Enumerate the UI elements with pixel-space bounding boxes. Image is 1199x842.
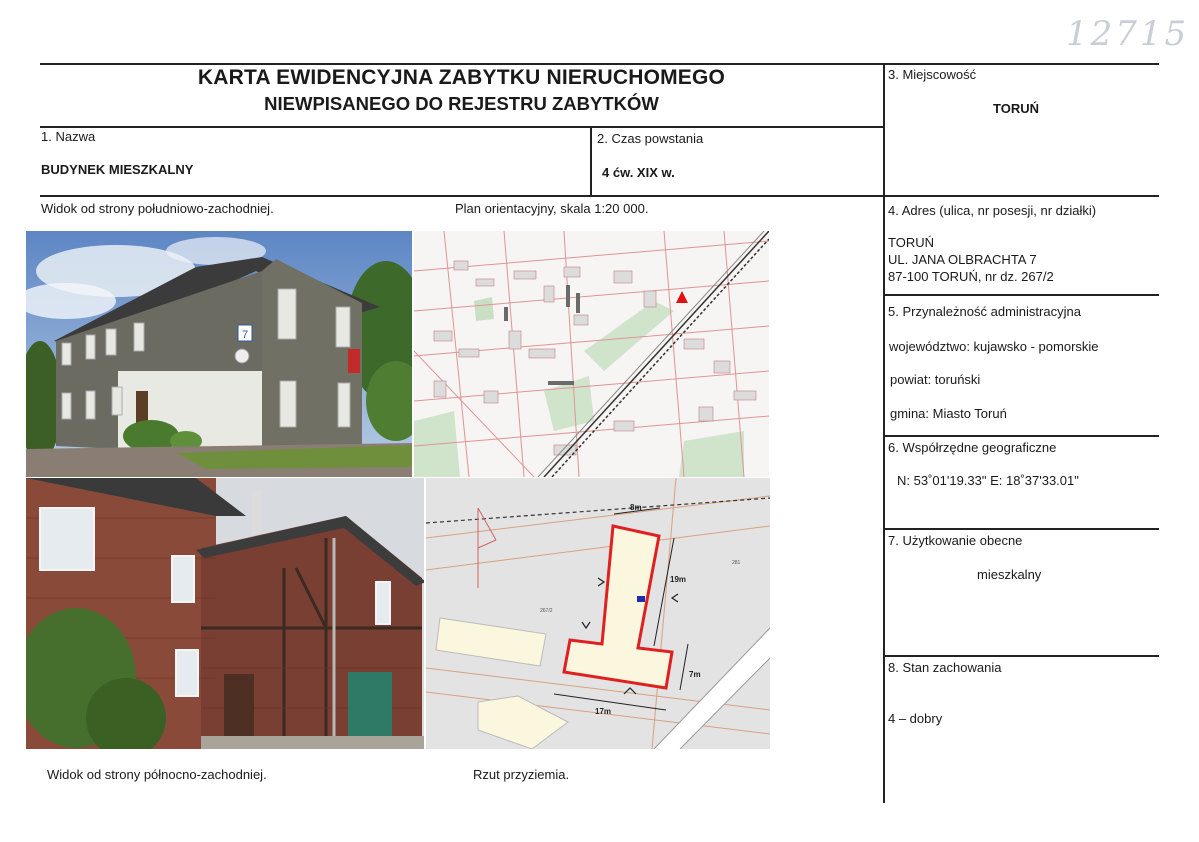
adres-line3: 87-100 TORUŃ, nr dz. 267/2	[888, 269, 1054, 284]
row-line-6	[883, 435, 1159, 437]
row-line-8	[883, 655, 1159, 657]
czas-label: 2. Czas powstania	[597, 131, 704, 146]
admin-label: 5. Przynależność administracyjna	[888, 304, 1081, 319]
uzytkowanie-label: 7. Użytkowanie obecne	[888, 533, 1023, 548]
adres-label: 4. Adres (ulica, nr posesji, nr działki)	[888, 203, 1097, 218]
plan-dim-corner: 7m	[689, 670, 701, 679]
uzytkowanie-value: mieszkalny	[977, 567, 1042, 582]
adres-line1: TORUŃ	[888, 235, 934, 250]
caption-photo1: Widok od strony południowo-zachodniej.	[41, 201, 274, 216]
miejscowosc-label: 3. Miejscowość	[888, 67, 977, 82]
nazwa-value: BUDYNEK MIESZKALNY	[41, 162, 194, 177]
wspolrzedne-label: 6. Współrzędne geograficzne	[888, 440, 1057, 455]
plan-dim-right: 19m	[670, 575, 687, 584]
adres-line2: UL. JANA OLBRACHTA 7	[888, 252, 1037, 267]
orientation-map	[414, 231, 769, 477]
inventory-number: 12715	[1066, 14, 1190, 54]
photo-southwest-view	[26, 231, 412, 477]
stan-value: 4 – dobry	[888, 711, 943, 726]
czas-value: 4 ćw. XIX w.	[602, 165, 675, 180]
col-line-czas	[590, 126, 592, 196]
row-line-5	[883, 294, 1159, 296]
plan-dim-bottom: 17m	[595, 707, 612, 716]
card-title: KARTA EWIDENCYJNA ZABYTKU NIERUCHOMEGO	[197, 66, 726, 89]
col-line-right	[883, 63, 885, 803]
stan-label: 8. Stan zachowania	[888, 660, 1002, 675]
wojewodztwo: województwo: kujawsko - pomorskie	[889, 339, 1099, 354]
svg-text:7: 7	[241, 329, 249, 341]
plan-dim-top: 8m	[630, 503, 642, 512]
caption-plan: Rzut przyziemia.	[473, 767, 570, 782]
card-subtitle: NIEWPISANEGO DO REJESTRU ZABYTKÓW	[264, 93, 659, 114]
plan-parcel-label: 267/2	[540, 608, 553, 614]
row-line-1	[40, 126, 884, 128]
gmina: gmina: Miasto Toruń	[890, 406, 1007, 421]
table-top-line	[40, 63, 1159, 65]
ground-floor-plan	[426, 478, 770, 749]
miejscowosc-value: TORUŃ	[993, 101, 1039, 116]
nazwa-label: 1. Nazwa	[41, 129, 96, 144]
caption-photo2: Widok od strony północno-zachodniej.	[47, 767, 267, 782]
row-line-7	[883, 528, 1159, 530]
caption-map: Plan orientacyjny, skala 1:20 000.	[455, 201, 649, 216]
photo-northwest-view	[26, 478, 424, 749]
powiat: powiat: toruński	[890, 372, 981, 387]
row-line-2	[40, 195, 1159, 197]
wspolrzedne-value: N: 53˚01'19.33" E: 18˚37'33.01"	[897, 473, 1079, 488]
plan-parcel-right: 281	[732, 560, 741, 566]
